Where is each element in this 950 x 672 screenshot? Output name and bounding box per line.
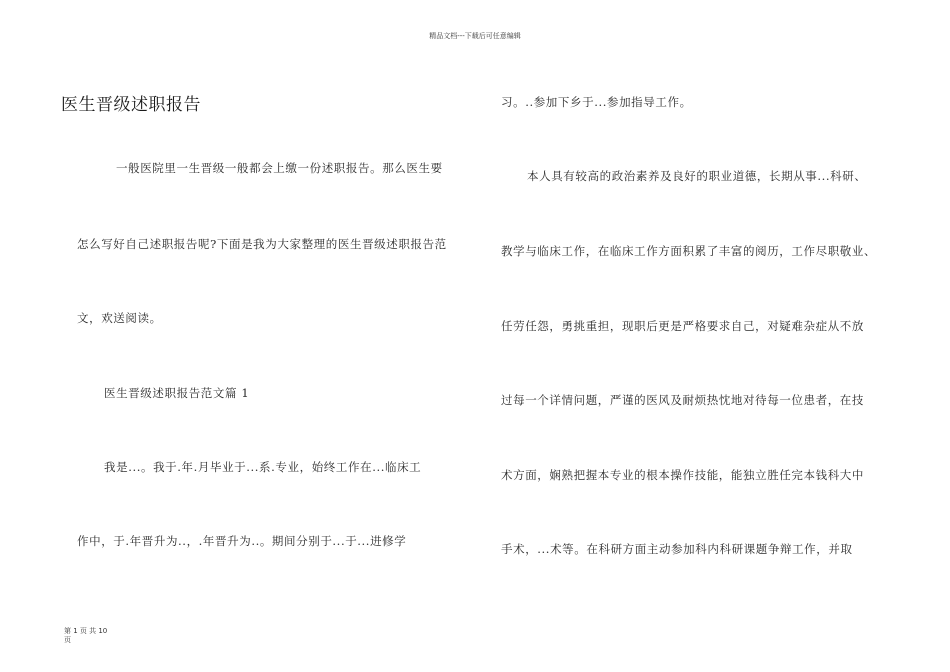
page-number-line-1: 第 1 页 共 10	[64, 627, 108, 635]
document-title: 医生晋级述职报告	[61, 95, 201, 115]
right-paragraph-line-4: 任劳任怨，勇挑重担，现职后更是严格要求自己，对疑难杂症从不放	[501, 319, 864, 333]
right-paragraph-line-3: 教学与临床工作，在临床工作方面积累了丰富的阅历，工作尽职敬业、	[501, 244, 877, 258]
section-heading: 医生晋级述职报告范文篇 1	[104, 386, 250, 400]
right-paragraph-line-1: 习。..参加下乡于...参加指导工作。	[501, 95, 692, 109]
left-paragraph-line-2: 怎么写好自己述职报告呢?下面是我为大家整理的医生晋级述职报告范	[77, 237, 447, 251]
right-paragraph-line-2: 本人具有较高的政治素养及良好的职业道德，长期从事...科研、	[527, 169, 867, 183]
right-paragraph-line-6: 术方面，娴熟把握本专业的根本操作技能，能独立胜任完本钱科大中	[501, 468, 864, 482]
page-header: 精品文档---下载后可任意编辑	[429, 32, 521, 40]
right-paragraph-line-7: 手术，...术等。在科研方面主动参加科内科研课题争辩工作，并取	[501, 542, 853, 556]
left-paragraph-line-5: 作中，于.年晋升为..，.年晋升为..。期间分别于...于...进修学	[77, 534, 407, 548]
left-paragraph-line-3: 文，欢送阅读。	[77, 311, 162, 325]
right-paragraph-line-5: 过每一个详情问题，严谨的医风及耐烦热忱地对待每一位患者，在技	[501, 393, 864, 407]
page-footer	[64, 627, 107, 645]
page-number-line-2: 页	[64, 636, 71, 644]
left-paragraph-line-4: 我是...。我于.年.月毕业于...系.专业，始终工作在...临床工	[104, 460, 422, 474]
left-paragraph-line-1: 一般医院里一生晋级一般都会上缴一份述职报告。那么医生要	[116, 161, 443, 175]
